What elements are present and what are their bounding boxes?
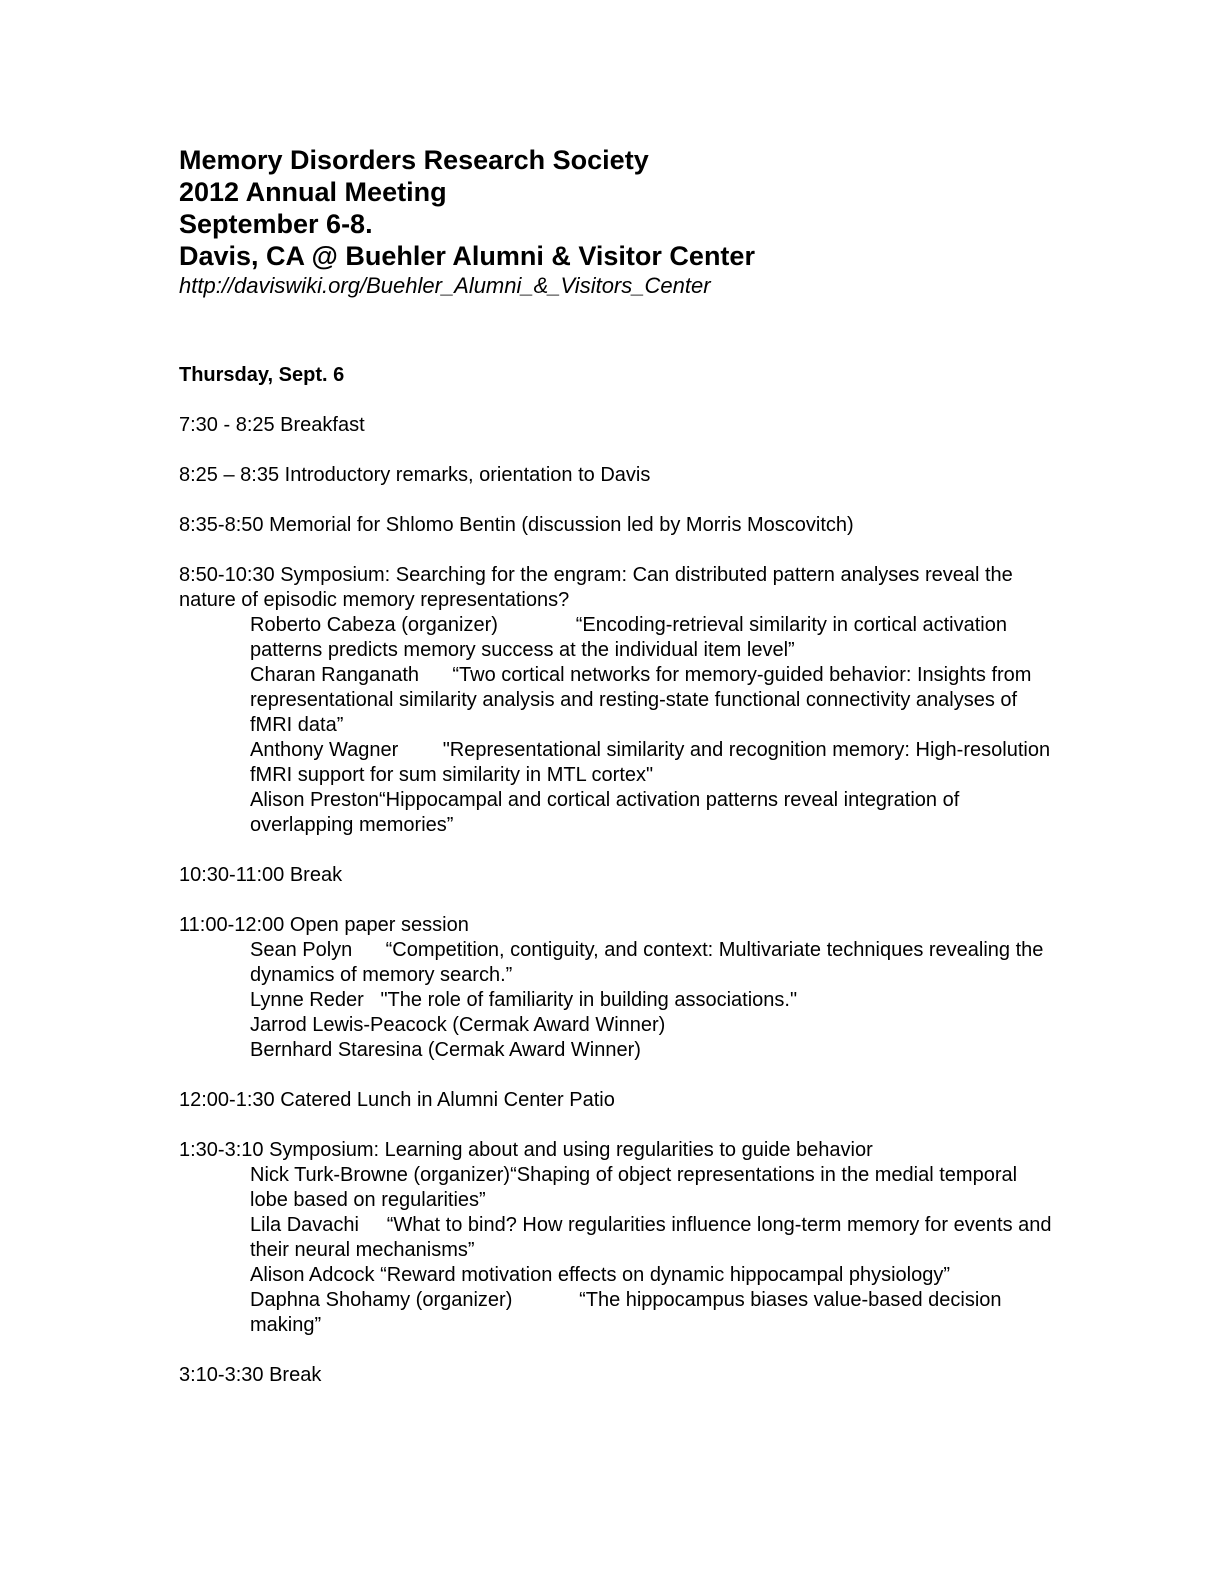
talk-title: "Representational similarity and recognition memory: High-resolution fMRI support for sum similarity in MTL cortex"	[250, 739, 1051, 786]
talk-speaker: Sean Polyn	[250, 939, 353, 961]
talk-item	[179, 1263, 1059, 1288]
schedule-entry	[179, 563, 1059, 838]
talk-item	[179, 1288, 1059, 1338]
session-text: 11:00-12:00 Open paper session	[179, 914, 469, 936]
schedule-entry	[179, 513, 1059, 538]
talk-speaker: Roberto Cabeza (organizer)	[250, 614, 498, 636]
schedule-entry	[179, 913, 1059, 1063]
talk-speaker: Alison Adcock	[250, 1264, 375, 1286]
talk-title: “Two cortical networks for memory-guided behavior: Insights from representational similarity analysis and resting-state functional connectivity analyses of fMRI data”	[250, 664, 1032, 736]
schedule	[179, 413, 1059, 1388]
talk-gap	[512, 1289, 579, 1311]
schedule-entry	[179, 1363, 1059, 1388]
society-name: Memory Disorders Research Society	[179, 145, 649, 175]
document-header	[179, 144, 1059, 300]
meeting-title: 2012 Annual Meeting	[179, 177, 447, 207]
talk-title: "The role of familiarity in building associations."	[380, 989, 798, 1011]
talk-title: “What to bind? How regularities influence long-term memory for events and their neural mechanisms”	[250, 1214, 1052, 1261]
talk-speaker: Charan Ranganath	[250, 664, 420, 686]
talk-speaker: Jarrod Lewis-Peacock (Cermak Award Winner)	[250, 1014, 666, 1036]
schedule-entry	[179, 1138, 1059, 1338]
talk-speaker: Lynne Reder	[250, 989, 364, 1011]
talk-speaker: Nick Turk-Browne (organizer)	[250, 1164, 511, 1186]
talk-item	[179, 788, 1059, 838]
talk-item	[179, 988, 1059, 1013]
talk-item	[179, 1213, 1059, 1263]
session-text: 8:50-10:30 Symposium: Searching for the engram: Can distributed pattern analyses reveal the nature of episodic memory representations?	[179, 564, 1013, 611]
talk-speaker: Anthony Wagner	[250, 739, 399, 761]
talk-gap	[498, 614, 576, 636]
talk-item	[179, 613, 1059, 663]
day-heading: Thursday, Sept. 6	[179, 364, 345, 386]
talk-item	[179, 1013, 1059, 1038]
session-text: 8:35-8:50 Memorial for Shlomo Bentin (discussion led by Morris Moscovitch)	[179, 514, 854, 536]
schedule-entry	[179, 413, 1059, 438]
talk-title: “The hippocampus biases value-based decision making”	[250, 1289, 1002, 1336]
session-text: 3:10-3:30 Break	[179, 1364, 322, 1386]
talk-item	[179, 1038, 1059, 1063]
session-text: 10:30-11:00 Break	[179, 864, 343, 886]
talk-title: “Competition, contiguity, and context: Multivariate techniques revealing the dynamics of memory search.”	[250, 939, 1044, 986]
schedule-entry	[179, 863, 1059, 888]
talk-title: “Encoding-retrieval similarity in cortical activation patterns predicts memory success at the individual item level”	[250, 614, 1007, 661]
talk-title: “Reward motivation effects on dynamic hippocampal physiology”	[380, 1264, 950, 1286]
talk-gap	[359, 1214, 387, 1236]
talk-gap	[364, 989, 381, 1011]
session-text: 7:30 - 8:25 Breakfast	[179, 414, 365, 436]
meeting-location: Davis, CA @ Buehler Alumni & Visitor Center	[179, 241, 755, 271]
talk-gap	[352, 939, 385, 961]
meeting-dates: September 6-8.	[179, 209, 373, 239]
schedule-entry	[179, 463, 1059, 488]
talk-title: “Shaping of object representations in the medial temporal lobe based on regularities”	[250, 1164, 1018, 1211]
talk-item	[179, 938, 1059, 988]
talk-gap	[419, 664, 452, 686]
talk-title: “Hippocampal and cortical activation patterns reveal integration of overlapping memories”	[250, 789, 960, 836]
session-text: 8:25 – 8:35 Introductory remarks, orientation to Davis	[179, 464, 651, 486]
talk-speaker: Daphna Shohamy (organizer)	[250, 1289, 513, 1311]
talk-item	[179, 663, 1059, 738]
session-text: 1:30-3:10 Symposium: Learning about and using regularities to guide behavior	[179, 1139, 873, 1161]
venue-url[interactable]: http://daviswiki.org/Buehler_Alumni_&_Visitors_Center	[179, 273, 711, 298]
session-text: 12:00-1:30 Catered Lunch in Alumni Center Patio	[179, 1089, 615, 1111]
talk-item	[179, 1163, 1059, 1213]
talk-speaker: Bernhard Staresina (Cermak Award Winner)	[250, 1039, 641, 1061]
talk-gap	[398, 739, 442, 761]
talk-item	[179, 738, 1059, 788]
talk-speaker: Lila Davachi	[250, 1214, 359, 1236]
schedule-entry	[179, 1088, 1059, 1113]
document-page	[179, 144, 1059, 1388]
talk-speaker: Alison Preston	[250, 789, 379, 811]
